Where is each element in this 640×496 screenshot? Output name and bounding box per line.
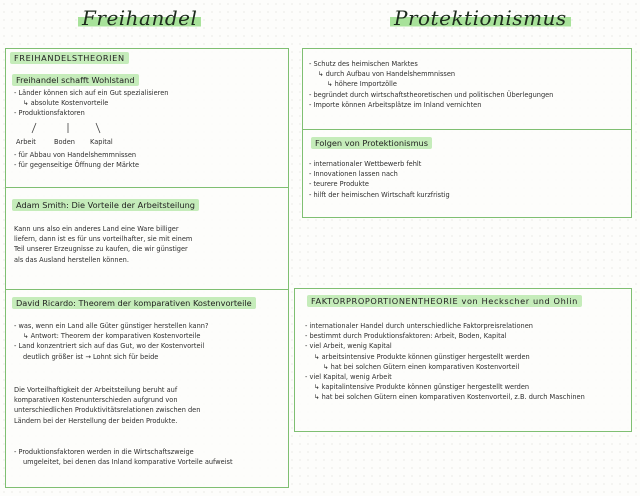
line: - internationaler Handel durch unterschiedliche Faktorpreisrelationen <box>305 322 533 330</box>
line: Ländern bei der Herstellung der beiden Produkte. <box>14 416 178 425</box>
faktorproportionen-text <box>305 321 585 403</box>
line: unterschiedlichen Produktivitätsrelationen zwischen den <box>14 406 201 415</box>
title-protektionismus: Protektionismus <box>390 6 571 30</box>
line: - Land konzentriert sich auf das Gut, wo der Kostenvorteil <box>14 342 205 351</box>
ricardo-text-b <box>14 385 200 426</box>
faktorproportionen-heading: FAKTORPROPORTIONENTHEORIE von Heckscher und Ohlin <box>307 295 582 307</box>
line: - Schutz des heimischen Marktes <box>309 60 418 68</box>
protektionismus-text <box>309 59 553 110</box>
freihandelstheorien-heading: FREIHANDELSTHEORIEN <box>10 52 129 64</box>
line: - internationaler Wettbewerb fehlt <box>309 160 422 168</box>
freihandel-box <box>5 48 289 488</box>
line: ↳ hat bei solchen Gütern einen komparativen Kostenvorteil <box>323 362 520 371</box>
line: als das Ausland herstellen können. <box>14 255 129 264</box>
ricardo-heading: David Ricardo: Theorem der komparativen Kostenvorteile <box>12 297 256 309</box>
line: liefern, dann ist es für uns vorteilhafter, sie mit einem <box>14 235 193 244</box>
line: - hilft der heimischen Wirtschaft kurzfristig <box>309 190 450 199</box>
folgen-heading: Folgen von Protektionismus <box>311 137 432 149</box>
line: Teil unserer Erzeugnisse zu kaufen, die wir günstiger <box>14 245 188 254</box>
folgen-text <box>309 159 450 200</box>
line: ↳ hat bei solchen Gütern einen komparativen Kostenvorteil, z.B. durch Maschinen <box>314 393 585 402</box>
line: deutlich größer ist → Lohnt sich für beide <box>23 352 159 361</box>
line: ↳ durch Aufbau von Handelshemmnissen <box>318 70 456 79</box>
adam-smith-heading: Adam Smith: Die Vorteile der Arbeitsteilung <box>12 199 199 211</box>
ricardo-text-a <box>14 321 208 362</box>
line: umgeleitet, bei denen das Inland komparative Vorteile aufweist <box>23 458 233 467</box>
line: - Produktionsfaktoren werden in die Wirtschaftszweige <box>14 448 194 456</box>
line: ↳ arbeitsintensive Produkte können günstiger hergestellt werden <box>314 352 530 361</box>
line: - viel Arbeit, wenig Kapital <box>305 342 392 351</box>
freihandel-lines-top <box>14 88 168 119</box>
line: ↳ absolute Kostenvorteile <box>23 99 109 108</box>
faktorproportionen-box <box>294 288 632 432</box>
factor-kapital: Kapital <box>90 138 113 146</box>
divider <box>6 289 288 290</box>
ricardo-text-c <box>14 447 233 467</box>
protektionismus-box <box>302 48 632 218</box>
line: ↳ Antwort: Theorem der komparativen Kostenvorteile <box>23 332 201 341</box>
factor-arbeit: Arbeit <box>16 138 36 146</box>
line: - was, wenn ein Land alle Güter günstiger herstellen kann? <box>14 322 209 330</box>
line: - Länder können sich auf ein Gut spezialisieren <box>14 89 169 97</box>
divider <box>6 187 288 188</box>
line: - Importe können Arbeitsplätze im Inland vernichten <box>309 100 482 109</box>
divider <box>303 129 631 130</box>
line: - Innovationen lassen nach <box>309 170 398 179</box>
factor-boden: Boden <box>54 138 75 146</box>
line: - für Abbau von Handelshemmnissen <box>14 151 137 159</box>
line: - viel Kapital, wenig Arbeit <box>305 373 392 382</box>
line: Kann uns also ein anderes Land eine Ware billiger <box>14 225 179 233</box>
adam-smith-text <box>14 224 192 265</box>
line: - für gegenseitige Öffnung der Märkte <box>14 161 140 170</box>
freihandel-lines-bottom <box>14 150 139 170</box>
title-freihandel: Freihandel <box>78 6 201 30</box>
line: - begründet durch wirtschaftstheoretischen und politischen Überlegungen <box>309 90 554 99</box>
line: - bestimmt durch Produktionsfaktoren: Arbeit, Boden, Kapital <box>305 332 507 341</box>
line: ↳ höhere Importzölle <box>327 80 397 89</box>
wohlstand-subheading: Freihandel schafft Wohlstand <box>12 74 139 86</box>
line: komparativen Kostenunterschieden aufgrund von <box>14 396 178 405</box>
factor-branch-lines <box>26 121 106 135</box>
line: - Produktionsfaktoren <box>14 109 85 118</box>
line: - teurere Produkte <box>309 180 369 189</box>
line: Die Vorteilhaftigkeit der Arbeitsteilung beruht auf <box>14 386 178 394</box>
line: ↳ kapitalintensive Produkte können günstiger hergestellt werden <box>314 383 530 392</box>
